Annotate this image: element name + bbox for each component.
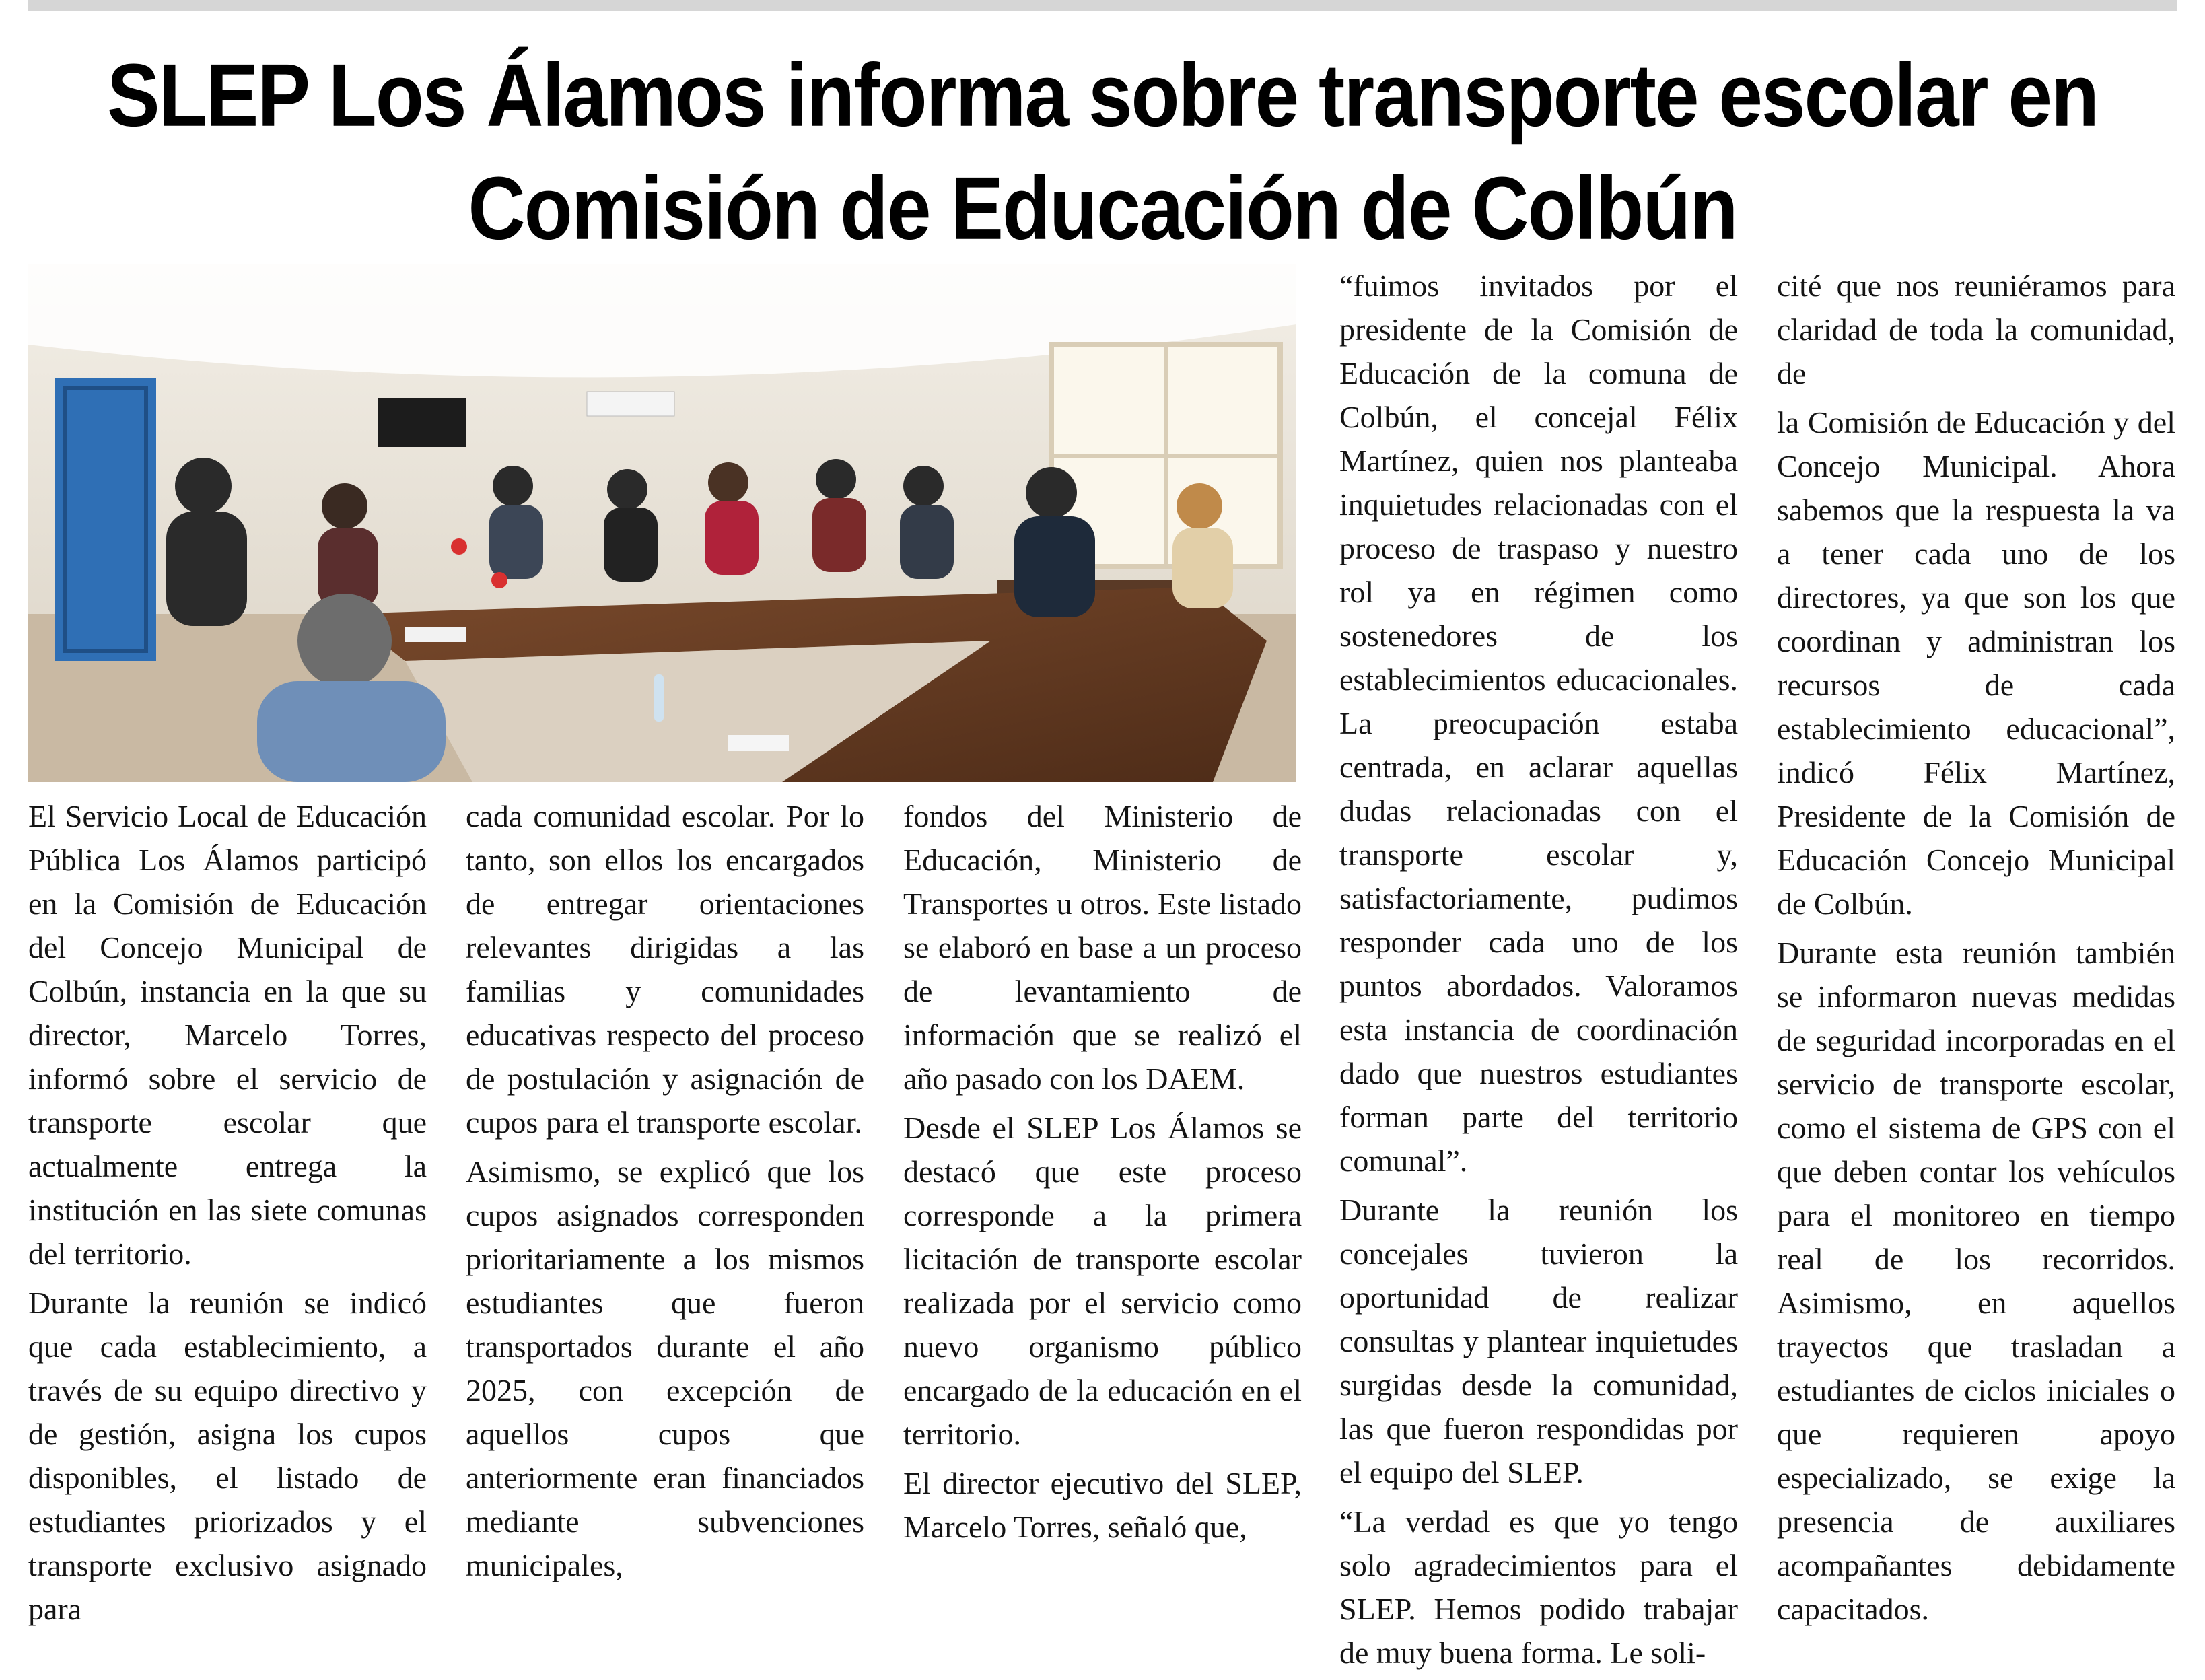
paragraph: Desde el SLEP Los Álamos se destacó que este proceso corresponde a la primera licitación de transporte escolar realizada por el servicio como nuevo organismo público encargado de la educación en el territorio. (903, 1111, 1302, 1451)
quote-paragraph: “La verdad es que yo tengo solo agradecimientos para el SLEP. Hemos podido trabajar de muy buena forma. Le soli- (1339, 1504, 1738, 1670)
blue-door (55, 378, 156, 661)
paragraph: Durante esta reunión también se informaron nuevas medidas de seguridad incorporadas en el servicio de transporte escolar, como el sistema de GPS con el que deben contar los vehículos para el monitoreo en tiempo real de los recorridos. Asimismo, en aquellos trayectos que trasladan a estudiantes de ciclos iniciales o que requieren apoyo especializado, se exige la presencia de auxiliares acompañantes debidamente capacitados. (1777, 936, 2175, 1626)
meeting-photo (28, 264, 1296, 782)
headline-line-1: SLEP Los Álamos informa sobre transporte escolar en (106, 46, 2099, 145)
paragraph: cada comunidad escolar. Por lo tanto, son ellos los encargados de entregar orientaciones relevantes dirigidas a las familias y comunidades educativas respecto del proceso de postulación y asignación de cupos para el transporte escolar. (466, 799, 864, 1140)
paragraph: Durante la reunión se indicó que cada establecimiento, a través de su equipo directivo y de gestión, asigna los cupos disponibles, el listado de estudiantes priorizados y el transporte exclusivo asignado para (28, 1286, 427, 1626)
article-column-3 (903, 794, 1302, 1554)
quote-paragraph: “fuimos invitados por el presidente de la Comisión de Educación de la comuna de Colbún, el concejal Félix Martínez, quien nos planteaba inquietudes relacionadas con el proceso de traspaso y nuestro rol ya en régimen como sostenedores de los establecimientos educacionales. La preocupación estaba centrada, en aclarar aquellas dudas relacionadas con el transporte escolar y, satisfactoriamente, pudimos responder cada uno de los puntos abordados. Valoramos esta instancia de coordinación dado que nuestros estudiantes forman parte del territorio comunal”. (1339, 269, 1738, 1178)
meeting-photo-illustration (28, 264, 1296, 782)
wall-tv (378, 398, 466, 447)
page-title (27, 39, 2178, 265)
paragraph: Durante la reunión los concejales tuvieron la oportunidad de realizar consultas y plantear inquietudes surgidas desde la comunidad, las que fueron respondidas por el equipo del SLEP. (1339, 1193, 1738, 1490)
paragraph: fondos del Ministerio de Educación, Ministerio de Transportes u otros. Este listado se elaboró en base a un proceso de levantamiento de información que se realizó el año pasado con los DAEM. (903, 799, 1302, 1096)
paragraph: El Servicio Local de Educación Pública Los Álamos participó en la Comisión de Educación del Concejo Municipal de Colbún, instancia en la que su director, Marcelo Torres, informó sobre el servicio de transporte escolar que actualmente entrega la institución en las siete comunas del territorio. (28, 799, 427, 1271)
headline-line-2: Comisión de Educación de Colbún (468, 159, 1737, 258)
paragraph: El director ejecutivo del SLEP, Marcelo Torres, señaló que, (903, 1466, 1302, 1544)
article-column-1 (28, 794, 427, 1636)
top-rule (28, 0, 2177, 11)
air-conditioner (587, 392, 674, 416)
paragraph: la Comisión de Educación y del Concejo Municipal. Ahora sabemos que la respuesta la va a tener cada uno de los directores, ya que son los que coordinan y administran los recursos de cada establecimiento educacional”, indicó Félix Martínez, Presidente de la Comisión de Educación Concejo Municipal de Colbún. (1777, 405, 2175, 921)
paragraph: Asimismo, se explicó que los cupos asignados corresponden prioritariamente a los mismos estudiantes que fueron transportados durante el año 2025, con excepción de aquellos cupos que anteriormente eran financiados mediante subvenciones municipales, (466, 1154, 864, 1582)
paragraph: cité que nos reuniéramos para claridad de toda la comunidad, de (1777, 269, 2175, 390)
article-column-5 (1777, 264, 2175, 1636)
article-column-2 (466, 794, 864, 1593)
article-column-4 (1339, 264, 1738, 1680)
